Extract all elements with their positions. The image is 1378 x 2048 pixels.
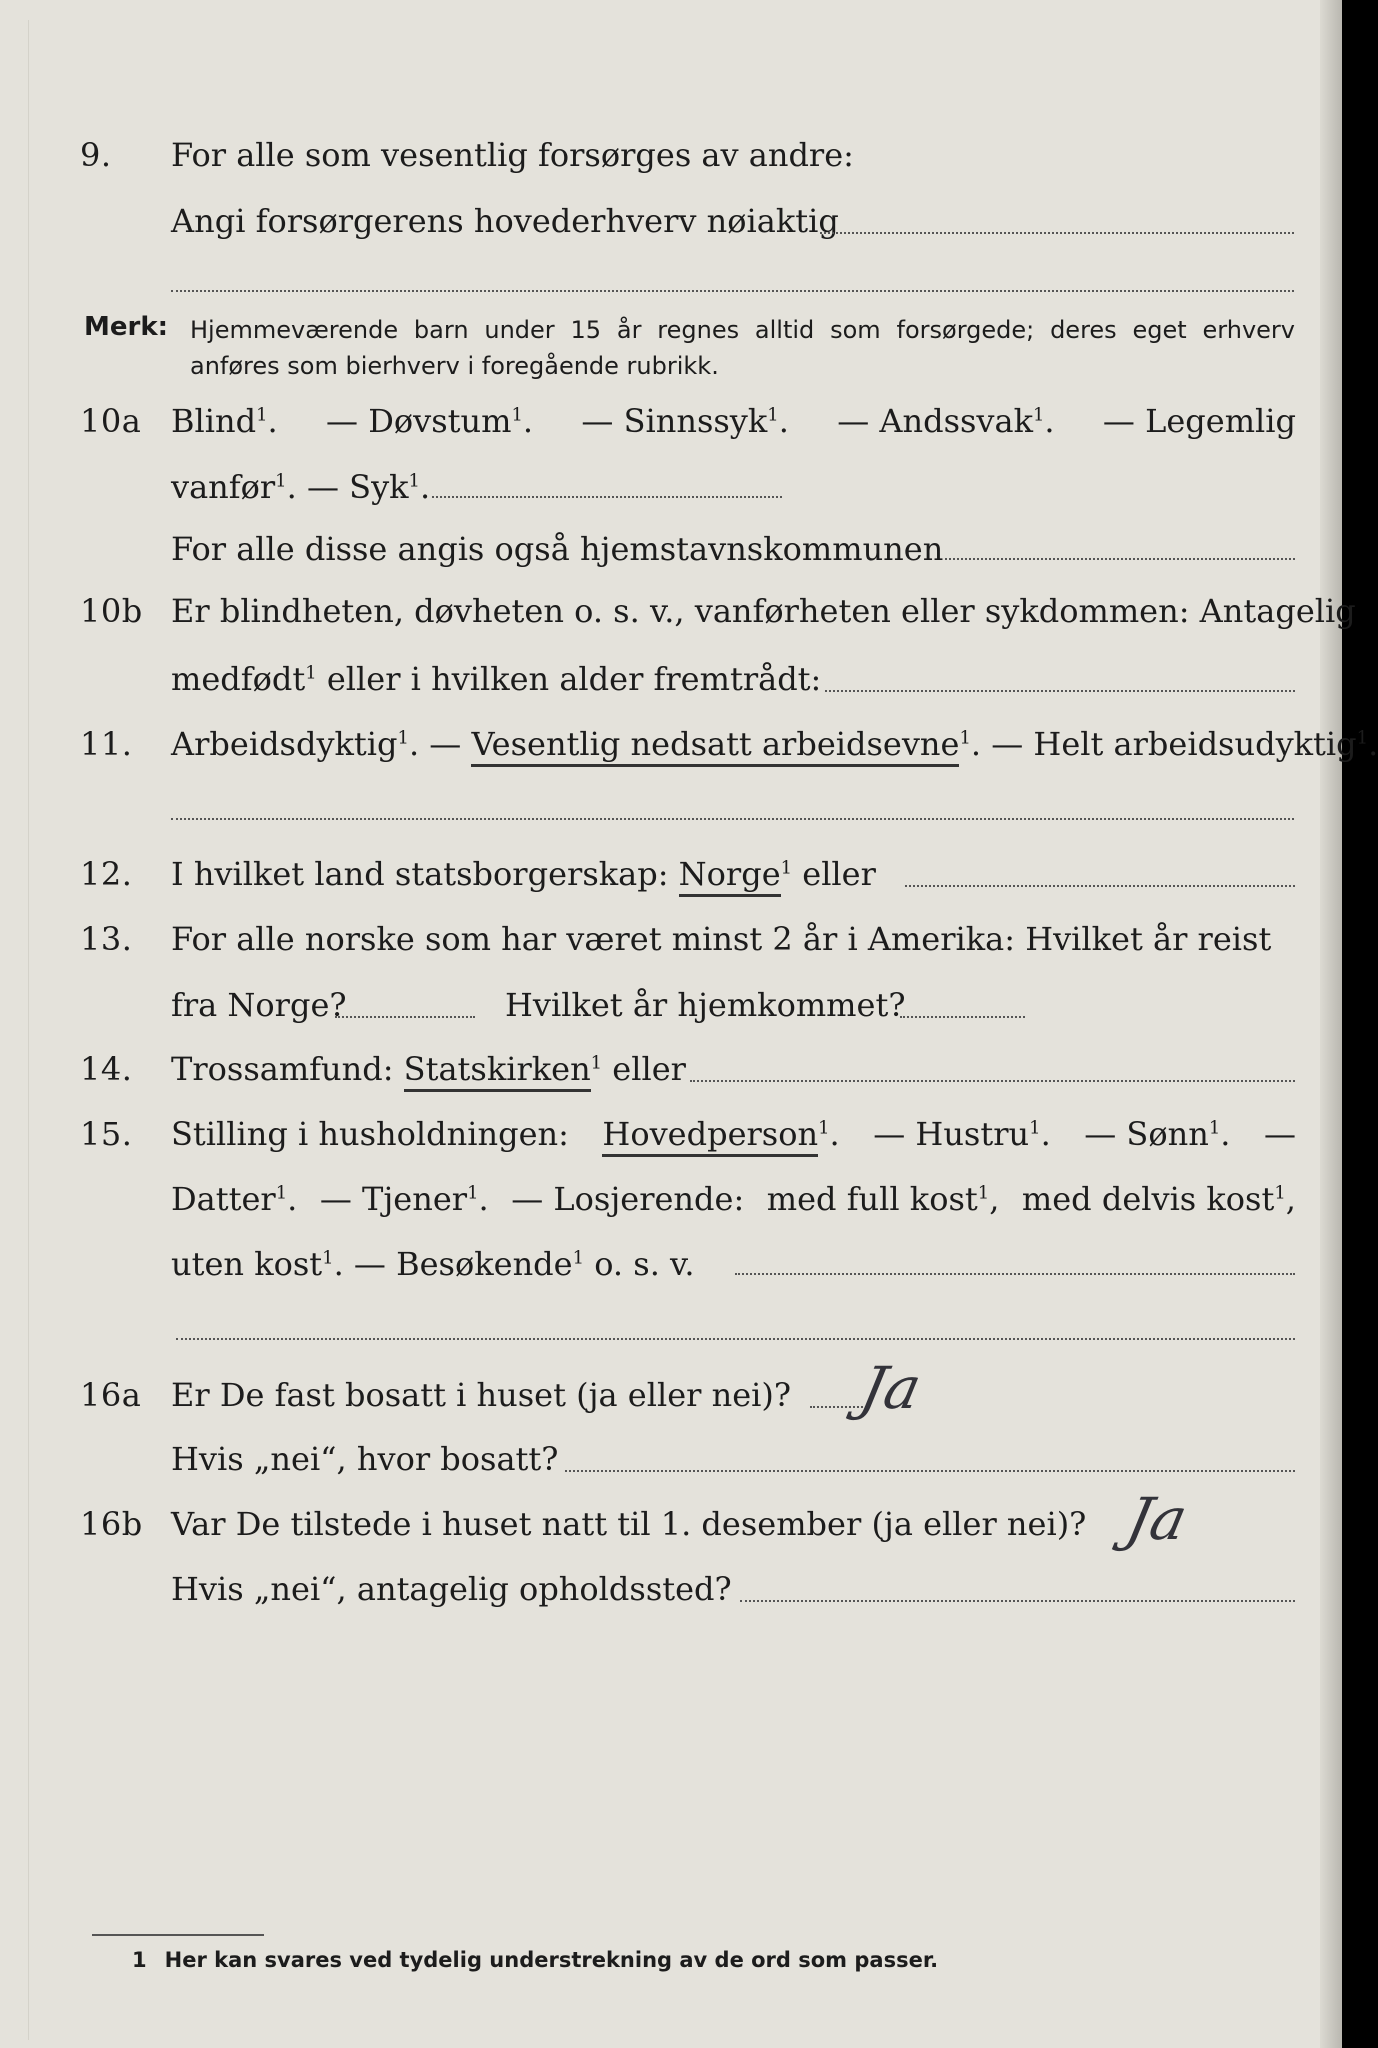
question-text: Hvis „nei“, hvor bosatt? [171, 1440, 559, 1478]
option-full-kost[interactable]: med full kost [766, 1180, 978, 1218]
footnote-mark: 1 [590, 1052, 603, 1074]
answer-line[interactable] [740, 1600, 1295, 1602]
question-number: 10b [80, 592, 143, 630]
question-text: Er De fast bosatt i huset (ja eller nei)? [171, 1376, 792, 1414]
option-andssvak[interactable]: — Andssvak [837, 402, 1033, 440]
question-15-line4 [0, 1310, 1342, 1370]
question-10b-line2 [0, 660, 1342, 720]
question-text [171, 660, 821, 698]
option-statskirken[interactable]: Statskirken [404, 1050, 591, 1092]
footnote-mark: 1 [1274, 1182, 1286, 1204]
question-options: Arbeidsdyktig$^1$. — Vesentlig nedsatt arbeidsevne$^1$. — Helt arbeidsudyktig$^1$. [171, 725, 1378, 763]
option-syk[interactable]: — Syk [306, 468, 409, 506]
question-text: For alle disse angis også hjemstavnskommunen [171, 530, 944, 568]
footnote-mark: 1 [1032, 404, 1045, 426]
option-besokende[interactable]: — Besøkende [353, 1245, 573, 1283]
answer-line[interactable] [565, 1470, 1295, 1472]
question-10a [0, 402, 1342, 462]
footnote-mark: 1 [408, 470, 420, 492]
option-dovstum[interactable]: — Døvstum [326, 402, 512, 440]
question-number: 16a [80, 1376, 142, 1414]
question-number: 15. [80, 1115, 133, 1153]
footnote-mark: 1 [818, 1117, 830, 1139]
question-text: Trossamfund: [171, 1050, 394, 1088]
question-options: Stilling i husholdningen: Hovedperson$^1$. — Hustru$^1$. — Sønn$^1$. — [171, 1115, 1296, 1153]
note-text: Hjemmeværende barn under 15 år regnes alltid som forsørgede; deres eget erhverv anføres som bierhverv i foregående rubrikk. [190, 316, 1295, 380]
question-options: uten kost$^1$. — Besøkende$^1$ o. s. v. [171, 1245, 695, 1283]
question-10a-line3 [0, 530, 1342, 590]
footnote-mark: 1 [1356, 727, 1369, 749]
footnote-mark: 1 [305, 662, 317, 684]
option-sonn[interactable]: — Sønn [1084, 1115, 1209, 1153]
answer-line[interactable] [335, 1016, 475, 1018]
footnote-mark: 1 [780, 857, 793, 879]
option-losjerende: — Losjerende: [511, 1180, 745, 1218]
footnote-mark: 1 [132, 1948, 147, 1972]
question-16a [0, 1354, 1342, 1436]
option-arbeidsdyktig[interactable]: Arbeidsdyktig [171, 725, 398, 763]
question-options [171, 1050, 686, 1088]
question-text: Hvilket år hjemkommet? [505, 986, 906, 1024]
question-text: Stilling i husholdningen: [171, 1115, 569, 1153]
option-eller: eller [802, 855, 876, 893]
question-11-line2 [0, 790, 1342, 850]
answer-line[interactable] [825, 690, 1295, 692]
footnote [132, 1948, 938, 1972]
answer-line[interactable] [171, 818, 1294, 820]
question-text: For alle som vesentlig forsørges av andre: [171, 136, 854, 174]
question-13 [0, 920, 1342, 980]
footnote-mark: 1 [572, 1247, 585, 1269]
footnote-mark: 1 [977, 1182, 990, 1204]
footnote-mark: 1 [511, 404, 523, 426]
footnote-mark: 1 [256, 404, 268, 426]
question-text: fra Norge? [171, 986, 347, 1024]
answer-line[interactable] [900, 1016, 1025, 1018]
question-text: Var De tilstede i huset natt til 1. desember (ja eller nei)? [171, 1505, 1087, 1543]
footnote-mark: 1 [322, 1247, 334, 1269]
option-hovedperson[interactable]: Hovedperson [602, 1115, 818, 1157]
footnote-mark: 1 [959, 727, 971, 749]
option-uten-kost[interactable]: uten kost [171, 1245, 323, 1283]
question-text: I hvilket land statsborgerskap: [171, 855, 669, 893]
question-16b-line2 [0, 1570, 1342, 1630]
answer-line[interactable] [176, 1338, 1295, 1340]
question-number: 13. [80, 920, 133, 958]
option-tjener[interactable]: — Tjener [319, 1180, 468, 1218]
option-vesentlig-nedsatt[interactable]: Vesentlig nedsatt arbeidsevne [471, 725, 959, 767]
question-12 [0, 855, 1342, 915]
question-10b [0, 592, 1356, 652]
option-vanfor[interactable]: vanfør [171, 468, 276, 506]
answer-line[interactable] [735, 1273, 1295, 1275]
question-text-rest: eller i hvilken alder fremtrådt: [326, 660, 822, 698]
question-13-line2 [0, 986, 1342, 1046]
answer-line[interactable] [171, 290, 1294, 292]
handwritten-answer: Ja [1120, 1485, 1194, 1553]
question-text: Angi forsørgerens hovederhverv nøiaktig [171, 202, 839, 240]
question-number: 14. [80, 1050, 133, 1088]
option-blind[interactable]: Blind [171, 402, 257, 440]
question-14 [0, 1050, 1342, 1110]
question-options: Datter$^1$. — Tjener$^1$. — Losjerende: med full kost$^1$, med delvis kost$^1$, [171, 1180, 1296, 1218]
question-15 [0, 1115, 1342, 1175]
question-number: 12. [80, 855, 133, 893]
question-text: For alle norske som har været minst 2 år i Amerika: Hvilket år reist [171, 920, 1272, 958]
question-9 [0, 136, 1342, 196]
question-options: vanfør$^1$. — Syk$^1$. [171, 468, 431, 506]
separator: — [429, 725, 462, 763]
question-9-line2 [0, 202, 1342, 262]
footnote-rule [92, 1934, 264, 1936]
option-norge[interactable]: Norge [679, 855, 781, 897]
question-11 [0, 725, 1378, 785]
question-number: 9. [80, 136, 112, 174]
question-options: Blind$^1$. — Døvstum$^1$. — Sinnssyk$^1$. — Andssvak$^1$. — Legemlig [171, 402, 1296, 440]
footnote-mark: 1 [275, 1182, 288, 1204]
footnote-mark: 1 [397, 727, 409, 749]
answer-line[interactable] [432, 496, 782, 498]
footnote-text: Her kan svares ved tydelig understrekning av de ord som passer. [164, 1948, 939, 1972]
question-number: 16b [80, 1505, 143, 1543]
question-15-line2 [0, 1180, 1342, 1240]
answer-line[interactable] [945, 558, 1295, 560]
option-sinnssyk[interactable]: — Sinnssyk [581, 402, 768, 440]
question-text: Er blindheten, døvheten o. s. v., vanførheten eller sykdommen: Antagelig [171, 592, 1356, 630]
question-number: 11. [80, 725, 133, 763]
option-legemlig[interactable]: — Legemlig [1102, 402, 1296, 440]
handwritten-answer: Ja [854, 1354, 928, 1422]
option-osv: o. s. v. [594, 1245, 695, 1283]
option-helt-arbeidsudyktig[interactable]: — Helt arbeidsudyktig [991, 725, 1357, 763]
footnote-mark: 1 [767, 404, 779, 426]
note-block [0, 312, 1342, 384]
option-eller: eller [612, 1050, 686, 1088]
answer-line[interactable] [820, 232, 1294, 234]
option-medfodt[interactable]: medfødt [171, 660, 306, 698]
answer-line[interactable] [690, 1080, 1295, 1082]
separator: — [1263, 1115, 1296, 1153]
question-options [171, 855, 876, 893]
question-16b [0, 1485, 1342, 1565]
question-10a-line2 [0, 468, 1342, 528]
footnote-mark: 1 [275, 470, 287, 492]
footnote-mark: 1 [1029, 1117, 1041, 1139]
question-number: 10a [80, 402, 142, 440]
option-hustru[interactable]: — Hustru [873, 1115, 1030, 1153]
answer-line[interactable] [905, 885, 1295, 887]
option-datter[interactable]: Datter [171, 1180, 276, 1218]
question-text: Hvis „nei“, antagelig opholdssted? [171, 1570, 732, 1608]
note-label: Merk: [84, 312, 169, 342]
footnote-mark: 1 [467, 1182, 479, 1204]
option-delvis-kost[interactable]: med delvis kost [1021, 1180, 1275, 1218]
question-15-line3 [0, 1245, 1342, 1305]
footnote-mark: 1 [1208, 1117, 1221, 1139]
